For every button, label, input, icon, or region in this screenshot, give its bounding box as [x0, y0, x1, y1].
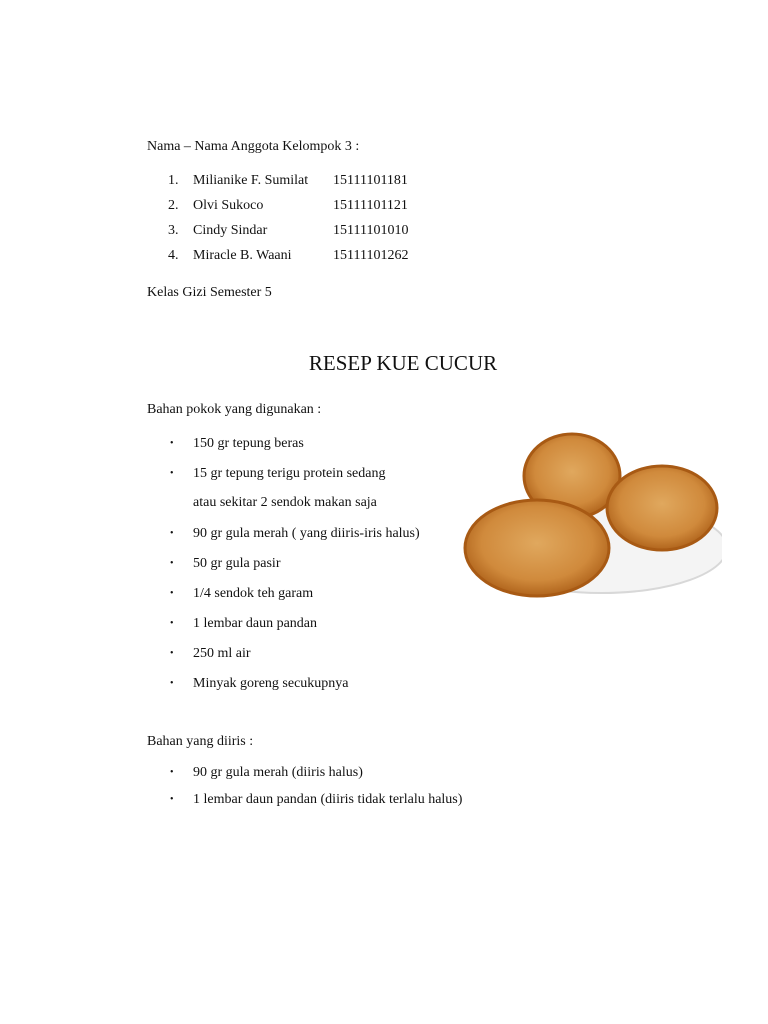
- ingredient-text: 50 gr gula pasir: [193, 556, 281, 571]
- bullet-icon: •: [170, 438, 174, 449]
- ingredient-text: 1 lembar daun pandan (diiris tidak terlalu halus): [193, 792, 463, 807]
- bullet-icon: •: [170, 678, 174, 689]
- main-ingredients-heading: Bahan pokok yang digunakan :: [147, 402, 322, 417]
- ingredient-text: 150 gr tepung beras: [193, 436, 304, 451]
- ingredient-text: 250 ml air: [193, 646, 251, 661]
- ingredient-text: 1/4 sendok teh garam: [193, 586, 314, 601]
- member-name: Olvi Sukoco: [193, 198, 264, 213]
- member-name: Milianike F. Sumilat: [193, 173, 309, 188]
- member-nim: 15111101262: [333, 248, 409, 263]
- item-number: 4.: [168, 248, 179, 263]
- bullet-icon: •: [170, 588, 174, 599]
- ingredient-text: 90 gr gula merah ( yang diiris-iris halus): [193, 526, 420, 541]
- sliced-ingredients-heading: Bahan yang diiris :: [147, 734, 254, 749]
- bullet-icon: •: [170, 468, 174, 479]
- item-number: 2.: [168, 198, 179, 213]
- ingredient-text: 15 gr tepung terigu protein sedang: [193, 466, 386, 481]
- item-number: 3.: [168, 223, 179, 238]
- bullet-icon: •: [170, 794, 174, 805]
- ingredient-text: atau sekitar 2 sendok makan saja: [193, 495, 377, 510]
- item-number: 1.: [168, 173, 179, 188]
- bullet-icon: •: [170, 528, 174, 539]
- member-nim: 15111101121: [333, 198, 408, 213]
- bullet-icon: •: [170, 618, 174, 629]
- ingredient-text: 1 lembar daun pandan: [193, 616, 318, 631]
- member-nim: 15111101181: [333, 173, 408, 188]
- class-info: Kelas Gizi Semester 5: [147, 285, 272, 300]
- member-name: Cindy Sindar: [193, 223, 268, 238]
- group-heading: Nama – Nama Anggota Kelompok 3 :: [147, 139, 360, 154]
- bullet-icon: •: [170, 558, 174, 569]
- page-title: RESEP KUE CUCUR: [308, 351, 498, 375]
- member-name: Miracle B. Waani: [193, 248, 292, 263]
- ingredient-text: Minyak goreng secukupnya: [193, 676, 349, 691]
- ingredient-text: 90 gr gula merah (diiris halus): [193, 765, 363, 780]
- kue-cucur-photo: [462, 428, 722, 598]
- bullet-icon: •: [170, 648, 174, 659]
- member-nim: 15111101010: [333, 223, 409, 238]
- bullet-icon: •: [170, 767, 174, 778]
